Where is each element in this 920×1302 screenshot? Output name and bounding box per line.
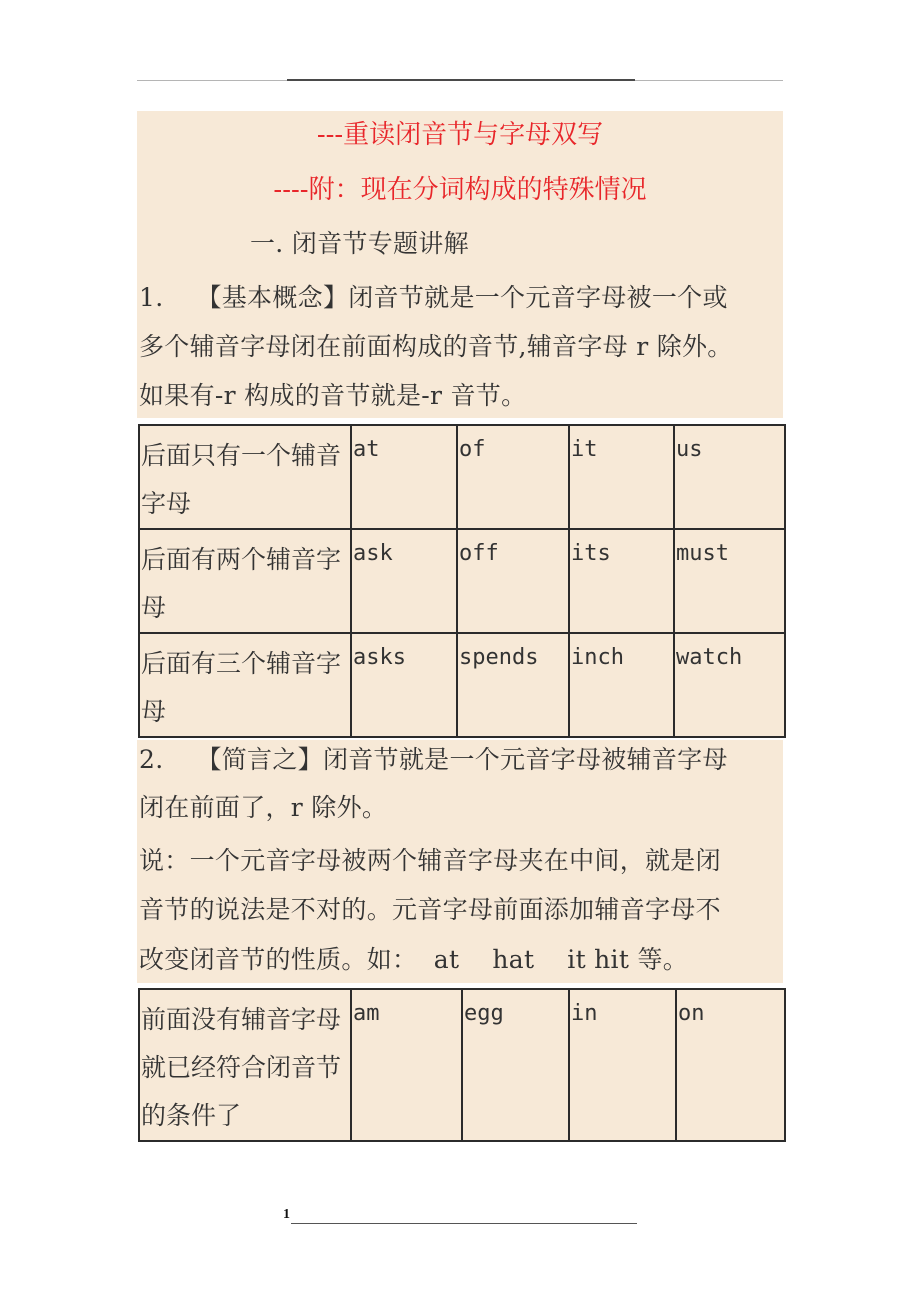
word-cell: in bbox=[569, 989, 676, 1141]
para3-line-2: 音节的说法是不对的。元音字母前面添加辅音字母不 bbox=[139, 895, 721, 924]
row-label: 后面有三个辅音字母 bbox=[139, 633, 351, 737]
row-label: 后面只有一个辅音字母 bbox=[139, 425, 351, 529]
para3-line-1: 说：一个元音字母被两个辅音字母夹在中间，就是闭 bbox=[139, 846, 721, 875]
table-row bbox=[139, 529, 785, 633]
word-cell: ask bbox=[351, 529, 457, 633]
title-line-2: ----附：现在分词构成的特殊情况 bbox=[273, 175, 647, 205]
word-cell: egg bbox=[462, 989, 569, 1141]
title-line-1: ---重读闭音节与字母双写 bbox=[316, 120, 604, 150]
closed-syllable-table bbox=[138, 424, 786, 738]
word-cell: spends bbox=[457, 633, 569, 737]
para3-line-3: 改变闭音节的性质。如： at hat it hit 等。 bbox=[139, 945, 689, 974]
header-rule-dark bbox=[287, 79, 635, 81]
word-cell: off bbox=[457, 529, 569, 633]
word-cell: at bbox=[351, 425, 457, 529]
row-label: 后面有两个辅音字母 bbox=[139, 529, 351, 633]
footer-rule bbox=[291, 1223, 637, 1224]
word-cell: inch bbox=[569, 633, 674, 737]
word-cell: on bbox=[676, 989, 785, 1141]
para1-line-1: 1. 【基本概念】闭音节就是一个元音字母被一个或 bbox=[139, 283, 728, 312]
no-leading-consonant-table bbox=[138, 988, 786, 1142]
table-row bbox=[139, 425, 785, 529]
table-row bbox=[139, 633, 785, 737]
word-cell: am bbox=[351, 989, 462, 1141]
word-cell: its bbox=[569, 529, 674, 633]
word-cell: us bbox=[674, 425, 785, 529]
word-cell: asks bbox=[351, 633, 457, 737]
word-cell: must bbox=[674, 529, 785, 633]
word-cell: of bbox=[457, 425, 569, 529]
table-row bbox=[139, 989, 785, 1141]
title-highlight-block bbox=[137, 111, 783, 418]
page-number: 1 bbox=[283, 1207, 290, 1222]
row-label: 前面没有辅音字母就已经符合闭音节的条件了 bbox=[139, 989, 351, 1141]
para2-line-1: 2. 【简言之】闭音节就是一个元音字母被辅音字母 bbox=[139, 745, 728, 774]
para1-line-2: 多个辅音字母闭在前面构成的音节,辅音字母 r 除外。 bbox=[139, 332, 733, 361]
word-cell: watch bbox=[674, 633, 785, 737]
section-heading: 一. 闭音节专题讲解 bbox=[250, 229, 469, 258]
para2-line-2: 闭在前面了，r 除外。 bbox=[139, 793, 388, 822]
word-cell: it bbox=[569, 425, 674, 529]
para1-line-3: 如果有-r 构成的音节就是-r 音节。 bbox=[139, 381, 527, 410]
